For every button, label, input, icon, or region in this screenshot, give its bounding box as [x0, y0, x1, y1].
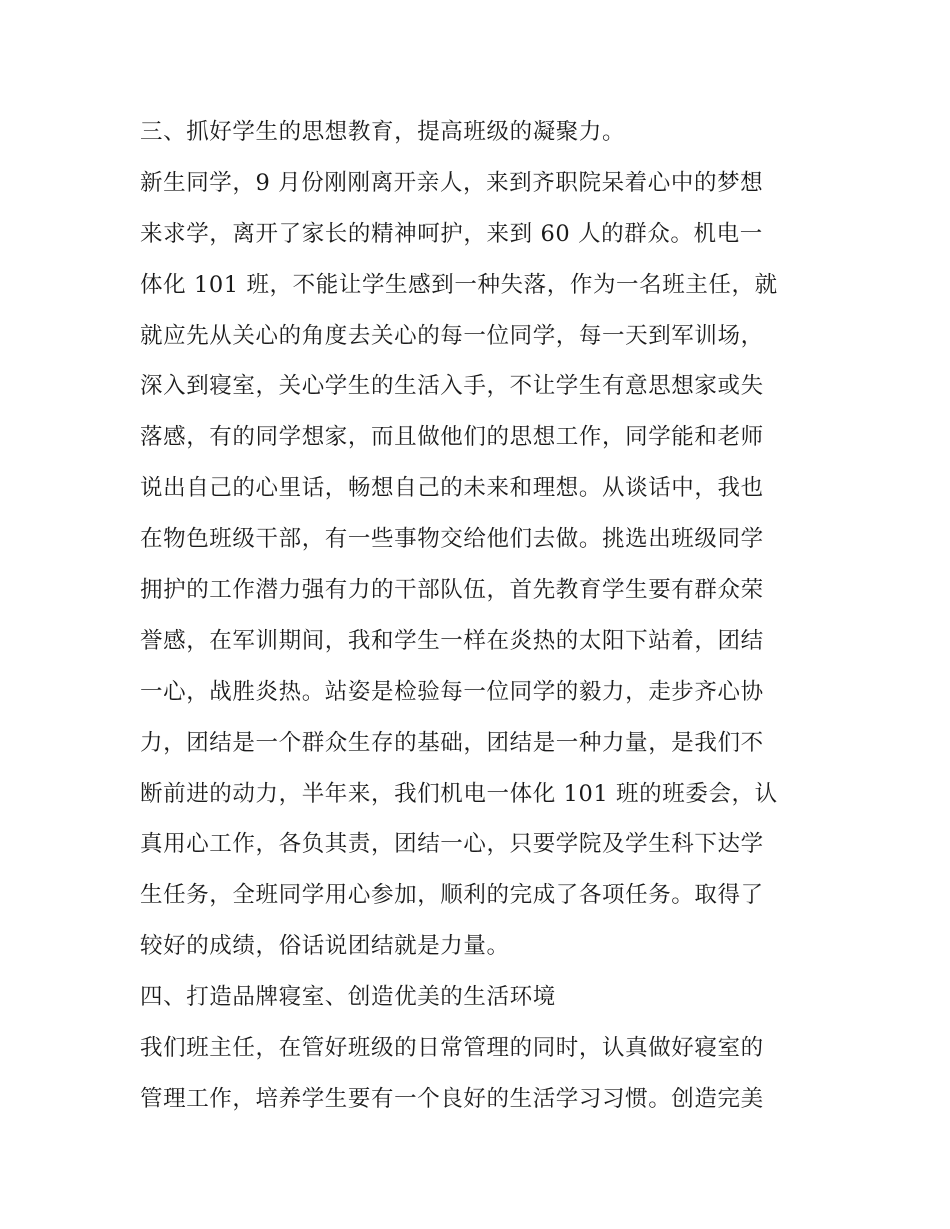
paragraph-line: 力，团结是一个群众生存的基础，团结是一种力量，是我们不 [140, 729, 764, 756]
paragraph-line: 体化 101 班，不能让学生感到一种失落，作为一名班主任，就 [140, 271, 778, 298]
paragraph-line: 真用心工作，各负其责，团结一心，只要学院及学生科下达学 [140, 831, 764, 858]
paragraph-line: 新生同学，9 月份刚刚离开亲人，来到齐职院呆着心中的梦想 [140, 169, 764, 196]
paragraph-line: 一心，战胜炎热。站姿是检验每一位同学的毅力，走步齐心协 [140, 678, 764, 705]
paragraph-line: 说出自己的心里话，畅想自己的未来和理想。从谈话中，我也 [140, 475, 764, 502]
paragraph-line: 生任务，全班同学用心参加，顺利的完成了各项任务。取得了 [140, 882, 764, 909]
section-heading-4: 四、打造品牌寝室、创造优美的生活环境 [140, 984, 556, 1011]
paragraph-line: 落感，有的同学想家，而且做他们的思想工作，同学能和老师 [140, 424, 764, 451]
paragraph-line: 深入到寝室，关心学生的生活入手，不让学生有意思想家或失 [140, 373, 764, 400]
paragraph-line: 就应先从关心的角度去关心的每一位同学，每一天到军训场， [140, 322, 764, 349]
paragraph-line: 来求学，离开了家长的精神呵护，来到 60 人的群众。机电一 [140, 220, 763, 247]
paragraph-line: 断前进的动力，半年来，我们机电一体化 101 班的班委会，认 [140, 780, 778, 807]
paragraph-line: 拥护的工作潜力强有力的干部队伍，首先教育学生要有群众荣 [140, 577, 764, 604]
paragraph-line: 较好的成绩，俗话说团结就是力量。 [140, 933, 510, 960]
paragraph-line: 管理工作，培养学生要有一个良好的生活学习习惯。创造完美 [140, 1085, 764, 1112]
paragraph-line: 在物色班级干部，有一些事物交给他们去做。挑选出班级同学 [140, 526, 764, 553]
paragraph-line: 我们班主任，在管好班级的日常管理的同时，认真做好寝室的 [140, 1035, 764, 1062]
paragraph-line: 誉感，在军训期间，我和学生一样在炎热的太阳下站着，团结 [140, 627, 764, 654]
section-heading-3: 三、抓好学生的思想教育，提高班级的凝聚力。 [140, 119, 626, 145]
document-body [140, 107, 815, 1125]
